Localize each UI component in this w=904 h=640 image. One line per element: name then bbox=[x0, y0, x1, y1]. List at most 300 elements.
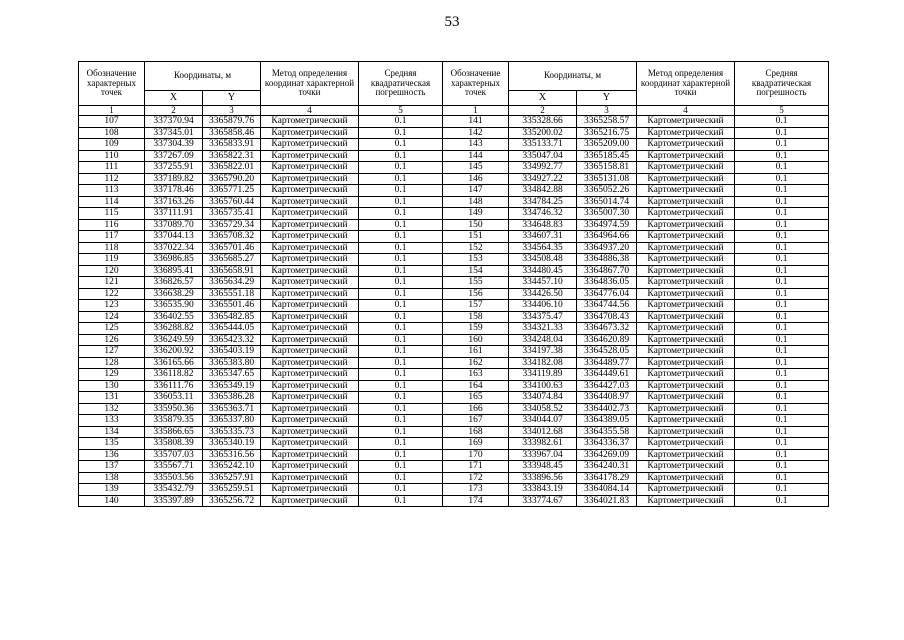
cell-point-number: 156 bbox=[443, 288, 509, 300]
table-row bbox=[79, 219, 829, 231]
cell-method: Картометрический bbox=[637, 346, 735, 358]
cell-point-number: 110 bbox=[79, 150, 145, 162]
header-x: X bbox=[145, 91, 203, 106]
cell-mean-error: 0.1 bbox=[359, 311, 443, 323]
cell-method: Картометрический bbox=[261, 208, 359, 220]
cell-mean-error: 0.1 bbox=[735, 173, 829, 185]
cell-coord-x: 335879.35 bbox=[145, 415, 203, 427]
cell-mean-error: 0.1 bbox=[359, 150, 443, 162]
cell-point-number: 119 bbox=[79, 254, 145, 266]
cell-mean-error: 0.1 bbox=[735, 196, 829, 208]
cell-coord-y: 3365403.19 bbox=[203, 346, 261, 358]
cell-point-number: 113 bbox=[79, 185, 145, 197]
cell-mean-error: 0.1 bbox=[735, 116, 829, 128]
cell-method: Картометрический bbox=[637, 472, 735, 484]
cell-coord-x: 337255.91 bbox=[145, 162, 203, 174]
column-number: 5 bbox=[359, 106, 443, 116]
cell-method: Картометрический bbox=[261, 162, 359, 174]
cell-method: Картометрический bbox=[637, 369, 735, 381]
cell-coord-y: 3365634.29 bbox=[203, 277, 261, 289]
cell-coord-y: 3365340.19 bbox=[203, 438, 261, 450]
table-row bbox=[79, 265, 829, 277]
table-row bbox=[79, 127, 829, 139]
cell-coord-y: 3364836.05 bbox=[577, 277, 637, 289]
table-row bbox=[79, 139, 829, 151]
cell-method: Картометрический bbox=[261, 357, 359, 369]
cell-mean-error: 0.1 bbox=[735, 311, 829, 323]
cell-coord-x: 336200.92 bbox=[145, 346, 203, 358]
cell-coord-x: 334119.89 bbox=[509, 369, 577, 381]
cell-mean-error: 0.1 bbox=[735, 323, 829, 335]
cell-method: Картометрический bbox=[637, 116, 735, 128]
cell-method: Картометрический bbox=[261, 242, 359, 254]
table-row bbox=[79, 334, 829, 346]
cell-method: Картометрический bbox=[637, 139, 735, 151]
cell-point-number: 168 bbox=[443, 426, 509, 438]
cell-method: Картометрический bbox=[261, 472, 359, 484]
cell-coord-y: 3365316.56 bbox=[203, 449, 261, 461]
cell-method: Картометрический bbox=[261, 219, 359, 231]
cell-coord-y: 3364021.83 bbox=[577, 495, 637, 507]
cell-coord-x: 334321.33 bbox=[509, 323, 577, 335]
table-row bbox=[79, 277, 829, 289]
cell-method: Картометрический bbox=[261, 403, 359, 415]
cell-method: Картометрический bbox=[637, 242, 735, 254]
cell-coord-x: 333896.56 bbox=[509, 472, 577, 484]
cell-coord-y: 3365551.18 bbox=[203, 288, 261, 300]
cell-coord-y: 3365337.80 bbox=[203, 415, 261, 427]
cell-point-number: 118 bbox=[79, 242, 145, 254]
cell-point-number: 125 bbox=[79, 323, 145, 335]
cell-method: Картометрический bbox=[637, 323, 735, 335]
cell-coord-y: 3364402.73 bbox=[577, 403, 637, 415]
cell-method: Картометрический bbox=[261, 461, 359, 473]
cell-coord-x: 333843.19 bbox=[509, 484, 577, 496]
cell-mean-error: 0.1 bbox=[735, 254, 829, 266]
cell-coord-y: 3365685.27 bbox=[203, 254, 261, 266]
cell-coord-x: 337089.70 bbox=[145, 219, 203, 231]
cell-mean-error: 0.1 bbox=[359, 162, 443, 174]
cell-coord-x: 335397.89 bbox=[145, 495, 203, 507]
cell-coord-y: 3365658.91 bbox=[203, 265, 261, 277]
cell-coord-y: 3364964.66 bbox=[577, 231, 637, 243]
cell-coord-y: 3364389.05 bbox=[577, 415, 637, 427]
cell-point-number: 171 bbox=[443, 461, 509, 473]
cell-method: Картометрический bbox=[261, 495, 359, 507]
cell-method: Картометрический bbox=[637, 438, 735, 450]
cell-method: Картометрический bbox=[261, 231, 359, 243]
cell-point-number: 173 bbox=[443, 484, 509, 496]
cell-point-number: 140 bbox=[79, 495, 145, 507]
cell-point-number: 170 bbox=[443, 449, 509, 461]
cell-coord-x: 335133.71 bbox=[509, 139, 577, 151]
cell-point-number: 128 bbox=[79, 357, 145, 369]
cell-mean-error: 0.1 bbox=[735, 231, 829, 243]
cell-point-number: 167 bbox=[443, 415, 509, 427]
cell-mean-error: 0.1 bbox=[359, 277, 443, 289]
cell-mean-error: 0.1 bbox=[359, 357, 443, 369]
cell-coord-y: 3365729.34 bbox=[203, 219, 261, 231]
cell-coord-x: 336249.59 bbox=[145, 334, 203, 346]
cell-method: Картометрический bbox=[261, 449, 359, 461]
cell-mean-error: 0.1 bbox=[735, 219, 829, 231]
cell-point-number: 120 bbox=[79, 265, 145, 277]
cell-point-number: 117 bbox=[79, 231, 145, 243]
cell-method: Картометрический bbox=[637, 495, 735, 507]
cell-point-number: 172 bbox=[443, 472, 509, 484]
table-row bbox=[79, 472, 829, 484]
cell-point-number: 127 bbox=[79, 346, 145, 358]
cell-method: Картометрический bbox=[637, 219, 735, 231]
cell-point-number: 155 bbox=[443, 277, 509, 289]
cell-point-number: 138 bbox=[79, 472, 145, 484]
cell-coord-y: 3365444.05 bbox=[203, 323, 261, 335]
cell-point-number: 142 bbox=[443, 127, 509, 139]
cell-point-number: 112 bbox=[79, 173, 145, 185]
cell-mean-error: 0.1 bbox=[359, 484, 443, 496]
cell-method: Картометрический bbox=[637, 162, 735, 174]
cell-point-number: 158 bbox=[443, 311, 509, 323]
table-row bbox=[79, 323, 829, 335]
cell-point-number: 131 bbox=[79, 392, 145, 404]
cell-point-number: 139 bbox=[79, 484, 145, 496]
cell-coord-x: 334457.10 bbox=[509, 277, 577, 289]
cell-method: Картометрический bbox=[261, 323, 359, 335]
cell-method: Картометрический bbox=[261, 116, 359, 128]
table-row bbox=[79, 242, 829, 254]
column-number: 3 bbox=[577, 106, 637, 116]
cell-coord-y: 3364408.97 bbox=[577, 392, 637, 404]
cell-method: Картометрический bbox=[261, 254, 359, 266]
cell-coord-x: 334012.68 bbox=[509, 426, 577, 438]
cell-coord-y: 3365347.65 bbox=[203, 369, 261, 381]
cell-coord-x: 337044.13 bbox=[145, 231, 203, 243]
cell-coord-x: 335567.71 bbox=[145, 461, 203, 473]
cell-coord-y: 3365735.41 bbox=[203, 208, 261, 220]
header-error: Средняя квадратическая погрешность bbox=[735, 62, 829, 106]
table-row bbox=[79, 357, 829, 369]
cell-mean-error: 0.1 bbox=[359, 323, 443, 335]
cell-point-number: 126 bbox=[79, 334, 145, 346]
cell-mean-error: 0.1 bbox=[735, 415, 829, 427]
cell-coord-x: 334607.31 bbox=[509, 231, 577, 243]
table-row bbox=[79, 438, 829, 450]
cell-method: Картометрический bbox=[637, 380, 735, 392]
cell-point-number: 151 bbox=[443, 231, 509, 243]
cell-coord-y: 3364449.61 bbox=[577, 369, 637, 381]
cell-mean-error: 0.1 bbox=[359, 173, 443, 185]
cell-coord-y: 3364937.20 bbox=[577, 242, 637, 254]
cell-coord-x: 334992.77 bbox=[509, 162, 577, 174]
cell-coord-y: 3365007.30 bbox=[577, 208, 637, 220]
header-designation: Обозначение характерных точек bbox=[79, 62, 145, 106]
cell-coord-y: 3365879.76 bbox=[203, 116, 261, 128]
table-row bbox=[79, 150, 829, 162]
cell-point-number: 144 bbox=[443, 150, 509, 162]
cell-coord-y: 3365257.91 bbox=[203, 472, 261, 484]
cell-method: Картометрический bbox=[261, 380, 359, 392]
cell-point-number: 129 bbox=[79, 369, 145, 381]
cell-coord-x: 334248.04 bbox=[509, 334, 577, 346]
table-row bbox=[79, 461, 829, 473]
cell-coord-y: 3365258.57 bbox=[577, 116, 637, 128]
cell-mean-error: 0.1 bbox=[735, 334, 829, 346]
cell-method: Картометрический bbox=[637, 484, 735, 496]
column-number: 3 bbox=[203, 106, 261, 116]
cell-point-number: 123 bbox=[79, 300, 145, 312]
table-row bbox=[79, 196, 829, 208]
cell-coord-x: 336165.66 bbox=[145, 357, 203, 369]
cell-coord-y: 3364355.58 bbox=[577, 426, 637, 438]
cell-coord-x: 334648.83 bbox=[509, 219, 577, 231]
header-y: Y bbox=[577, 91, 637, 106]
cell-coord-x: 335808.39 bbox=[145, 438, 203, 450]
cell-point-number: 145 bbox=[443, 162, 509, 174]
table-row bbox=[79, 449, 829, 461]
cell-coord-x: 336535.90 bbox=[145, 300, 203, 312]
cell-coord-x: 334564.35 bbox=[509, 242, 577, 254]
cell-point-number: 122 bbox=[79, 288, 145, 300]
cell-coord-y: 3365363.71 bbox=[203, 403, 261, 415]
cell-method: Картометрический bbox=[637, 150, 735, 162]
table-row bbox=[79, 231, 829, 243]
cell-coord-y: 3364528.05 bbox=[577, 346, 637, 358]
cell-coord-x: 335200.02 bbox=[509, 127, 577, 139]
cell-coord-y: 3365158.81 bbox=[577, 162, 637, 174]
column-number: 4 bbox=[637, 106, 735, 116]
cell-method: Картометрический bbox=[261, 196, 359, 208]
cell-point-number: 124 bbox=[79, 311, 145, 323]
table-body bbox=[79, 116, 829, 507]
cell-coord-x: 334074.84 bbox=[509, 392, 577, 404]
cell-coord-x: 333967.04 bbox=[509, 449, 577, 461]
cell-point-number: 169 bbox=[443, 438, 509, 450]
cell-method: Картометрический bbox=[261, 150, 359, 162]
cell-method: Картометрический bbox=[637, 426, 735, 438]
cell-method: Картометрический bbox=[261, 438, 359, 450]
cell-coord-y: 3365256.72 bbox=[203, 495, 261, 507]
cell-coord-x: 334426.50 bbox=[509, 288, 577, 300]
cell-method: Картометрический bbox=[637, 254, 735, 266]
cell-mean-error: 0.1 bbox=[359, 461, 443, 473]
cell-mean-error: 0.1 bbox=[359, 346, 443, 358]
cell-method: Картометрический bbox=[261, 277, 359, 289]
cell-point-number: 143 bbox=[443, 139, 509, 151]
cell-mean-error: 0.1 bbox=[359, 380, 443, 392]
cell-method: Картометрический bbox=[261, 311, 359, 323]
cell-method: Картометрический bbox=[261, 426, 359, 438]
cell-point-number: 163 bbox=[443, 369, 509, 381]
header-method: Метод определения координат характерной точки bbox=[261, 62, 359, 106]
header-x: X bbox=[509, 91, 577, 106]
cell-coord-x: 337022.34 bbox=[145, 242, 203, 254]
cell-coord-y: 3364620.89 bbox=[577, 334, 637, 346]
cell-coord-x: 335866.65 bbox=[145, 426, 203, 438]
cell-point-number: 146 bbox=[443, 173, 509, 185]
cell-point-number: 108 bbox=[79, 127, 145, 139]
cell-coord-y: 3365259.51 bbox=[203, 484, 261, 496]
cell-coord-x: 335047.04 bbox=[509, 150, 577, 162]
cell-coord-y: 3365858.46 bbox=[203, 127, 261, 139]
cell-mean-error: 0.1 bbox=[359, 185, 443, 197]
cell-mean-error: 0.1 bbox=[735, 495, 829, 507]
cell-method: Картометрический bbox=[637, 449, 735, 461]
cell-mean-error: 0.1 bbox=[359, 242, 443, 254]
cell-point-number: 164 bbox=[443, 380, 509, 392]
cell-coord-x: 334842.88 bbox=[509, 185, 577, 197]
cell-coord-x: 336895.41 bbox=[145, 265, 203, 277]
cell-coord-y: 3365771.25 bbox=[203, 185, 261, 197]
column-number: 2 bbox=[509, 106, 577, 116]
cell-method: Картометрический bbox=[637, 300, 735, 312]
cell-coord-y: 3364178.29 bbox=[577, 472, 637, 484]
cell-point-number: 154 bbox=[443, 265, 509, 277]
cell-coord-y: 3364269.09 bbox=[577, 449, 637, 461]
cell-mean-error: 0.1 bbox=[735, 461, 829, 473]
cell-coord-x: 337111.91 bbox=[145, 208, 203, 220]
column-number: 1 bbox=[79, 106, 145, 116]
cell-method: Картометрический bbox=[637, 288, 735, 300]
cell-point-number: 114 bbox=[79, 196, 145, 208]
cell-method: Картометрический bbox=[261, 415, 359, 427]
cell-method: Картометрический bbox=[637, 127, 735, 139]
cell-coord-x: 335503.56 bbox=[145, 472, 203, 484]
cell-mean-error: 0.1 bbox=[735, 242, 829, 254]
cell-coord-y: 3365501.46 bbox=[203, 300, 261, 312]
cell-mean-error: 0.1 bbox=[735, 277, 829, 289]
cell-coord-y: 3365335.73 bbox=[203, 426, 261, 438]
cell-coord-x: 334100.63 bbox=[509, 380, 577, 392]
cell-coord-y: 3365423.32 bbox=[203, 334, 261, 346]
cell-mean-error: 0.1 bbox=[359, 334, 443, 346]
cell-coord-x: 334197.38 bbox=[509, 346, 577, 358]
cell-coord-y: 3365822.01 bbox=[203, 162, 261, 174]
cell-coord-x: 336638.29 bbox=[145, 288, 203, 300]
cell-mean-error: 0.1 bbox=[735, 403, 829, 415]
cell-mean-error: 0.1 bbox=[359, 116, 443, 128]
cell-coord-y: 3365185.45 bbox=[577, 150, 637, 162]
cell-method: Картометрический bbox=[637, 311, 735, 323]
cell-coord-y: 3364708.43 bbox=[577, 311, 637, 323]
cell-coord-x: 336111.76 bbox=[145, 380, 203, 392]
column-number: 1 bbox=[443, 106, 509, 116]
cell-coord-y: 3365242.10 bbox=[203, 461, 261, 473]
cell-coord-x: 333948.45 bbox=[509, 461, 577, 473]
column-number: 5 bbox=[735, 106, 829, 116]
cell-method: Картометрический bbox=[637, 357, 735, 369]
cell-point-number: 137 bbox=[79, 461, 145, 473]
header-designation: Обозначение характерных точек bbox=[443, 62, 509, 106]
cell-point-number: 152 bbox=[443, 242, 509, 254]
cell-method: Картометрический bbox=[637, 334, 735, 346]
cell-mean-error: 0.1 bbox=[735, 185, 829, 197]
cell-coord-y: 3365760.44 bbox=[203, 196, 261, 208]
cell-coord-y: 3365833.91 bbox=[203, 139, 261, 151]
cell-point-number: 165 bbox=[443, 392, 509, 404]
cell-mean-error: 0.1 bbox=[359, 208, 443, 220]
header-error: Средняя квадратическая погрешность bbox=[359, 62, 443, 106]
cell-point-number: 162 bbox=[443, 357, 509, 369]
page-number: 53 bbox=[444, 14, 460, 30]
cell-point-number: 107 bbox=[79, 116, 145, 128]
cell-coord-x: 337267.09 bbox=[145, 150, 203, 162]
cell-point-number: 157 bbox=[443, 300, 509, 312]
cell-point-number: 159 bbox=[443, 323, 509, 335]
table-row bbox=[79, 403, 829, 415]
cell-coord-x: 337345.01 bbox=[145, 127, 203, 139]
coordinates-table bbox=[78, 61, 829, 507]
table-row bbox=[79, 369, 829, 381]
cell-mean-error: 0.1 bbox=[359, 231, 443, 243]
cell-mean-error: 0.1 bbox=[359, 127, 443, 139]
cell-point-number: 136 bbox=[79, 449, 145, 461]
cell-point-number: 147 bbox=[443, 185, 509, 197]
cell-coord-y: 3364084.14 bbox=[577, 484, 637, 496]
cell-method: Картометрический bbox=[261, 173, 359, 185]
cell-coord-y: 3364673.32 bbox=[577, 323, 637, 335]
cell-mean-error: 0.1 bbox=[735, 380, 829, 392]
table-row bbox=[79, 288, 829, 300]
cell-mean-error: 0.1 bbox=[359, 288, 443, 300]
cell-coord-y: 3365822.31 bbox=[203, 150, 261, 162]
table-row bbox=[79, 346, 829, 358]
cell-method: Картометрический bbox=[261, 484, 359, 496]
cell-method: Картометрический bbox=[261, 346, 359, 358]
cell-point-number: 134 bbox=[79, 426, 145, 438]
cell-method: Картометрический bbox=[637, 173, 735, 185]
cell-coord-y: 3365482.85 bbox=[203, 311, 261, 323]
cell-mean-error: 0.1 bbox=[359, 300, 443, 312]
cell-coord-x: 335707.03 bbox=[145, 449, 203, 461]
cell-mean-error: 0.1 bbox=[735, 150, 829, 162]
cell-method: Картометрический bbox=[637, 265, 735, 277]
cell-method: Картометрический bbox=[637, 196, 735, 208]
cell-mean-error: 0.1 bbox=[359, 472, 443, 484]
cell-coord-y: 3365014.74 bbox=[577, 196, 637, 208]
cell-method: Картометрический bbox=[261, 265, 359, 277]
cell-coord-y: 3364240.31 bbox=[577, 461, 637, 473]
table-header bbox=[79, 62, 829, 116]
cell-method: Картометрический bbox=[637, 185, 735, 197]
cell-coord-x: 334927.22 bbox=[509, 173, 577, 185]
table-row bbox=[79, 426, 829, 438]
table-row bbox=[79, 311, 829, 323]
cell-mean-error: 0.1 bbox=[735, 300, 829, 312]
table-row bbox=[79, 495, 829, 507]
cell-method: Картометрический bbox=[261, 139, 359, 151]
cell-mean-error: 0.1 bbox=[735, 449, 829, 461]
cell-method: Картометрический bbox=[261, 392, 359, 404]
cell-coord-x: 337178.46 bbox=[145, 185, 203, 197]
cell-coord-y: 3365209.00 bbox=[577, 139, 637, 151]
cell-point-number: 133 bbox=[79, 415, 145, 427]
cell-method: Картометрический bbox=[637, 231, 735, 243]
cell-coord-x: 334375.47 bbox=[509, 311, 577, 323]
cell-mean-error: 0.1 bbox=[735, 346, 829, 358]
cell-coord-y: 3365216.75 bbox=[577, 127, 637, 139]
cell-mean-error: 0.1 bbox=[735, 369, 829, 381]
cell-coord-x: 336826.57 bbox=[145, 277, 203, 289]
cell-coord-x: 334508.48 bbox=[509, 254, 577, 266]
table-row bbox=[79, 300, 829, 312]
cell-mean-error: 0.1 bbox=[359, 392, 443, 404]
cell-mean-error: 0.1 bbox=[735, 208, 829, 220]
cell-mean-error: 0.1 bbox=[359, 219, 443, 231]
table-row bbox=[79, 185, 829, 197]
cell-point-number: 174 bbox=[443, 495, 509, 507]
cell-mean-error: 0.1 bbox=[735, 357, 829, 369]
cell-coord-x: 334746.32 bbox=[509, 208, 577, 220]
